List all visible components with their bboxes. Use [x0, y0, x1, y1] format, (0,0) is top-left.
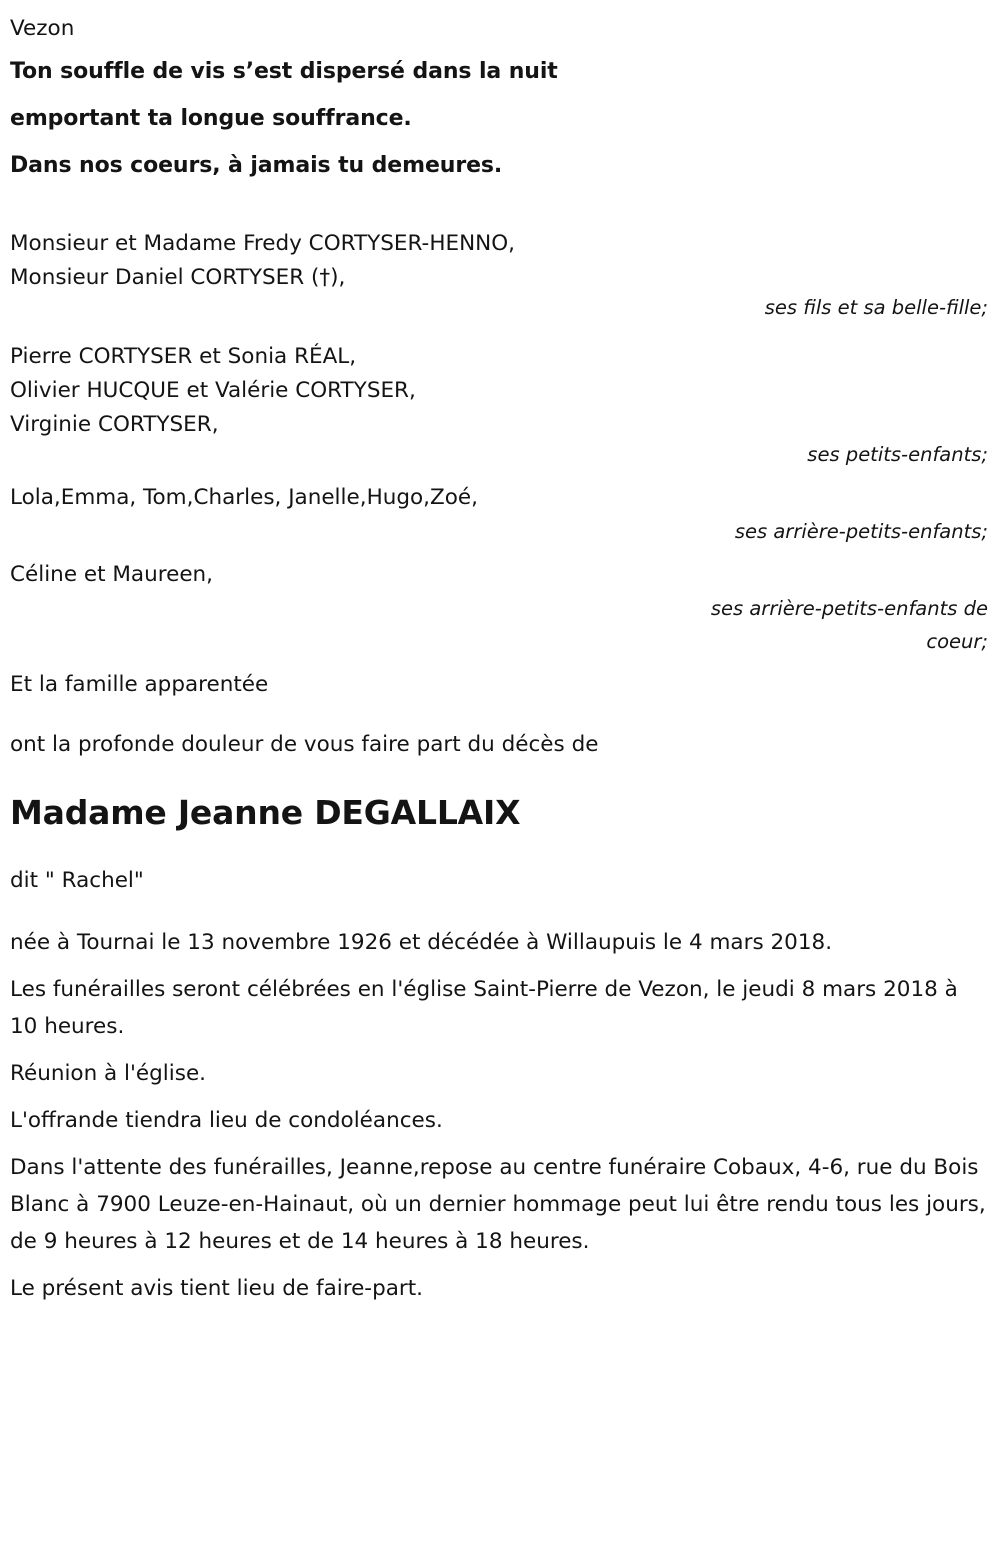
family-names: [10, 481, 988, 515]
family-group-sons: [10, 227, 988, 324]
deceased-name: Madame Jeanne DEGALLAIX: [10, 793, 521, 832]
family-name-line: Pierre CORTYSER et Sonia RÉAL,: [10, 344, 357, 369]
spacer: [10, 1139, 988, 1149]
spacer: [10, 1260, 988, 1270]
spacer: [10, 189, 988, 227]
extended-family-line: Et la famille apparentée: [10, 672, 269, 697]
deceased-nickname: dit " Rachel": [10, 868, 144, 893]
family-group-great-grandchildren: [10, 481, 988, 548]
notice-footer: Le présent avis tient lieu de faire-part.: [10, 1276, 423, 1301]
family-names: [10, 558, 988, 592]
family-group-grandchildren: [10, 340, 988, 471]
relation-label: ses arrière-petits-enfants;: [734, 520, 988, 543]
family-name-line: Monsieur et Madame Fredy CORTYSER-HENNO,: [10, 231, 515, 256]
spacer: [10, 1092, 988, 1102]
family-names: [10, 227, 988, 295]
spacer: [10, 1045, 988, 1055]
verse-line-1: Ton souffle de vis s’est dispersé dans la nuit: [10, 59, 558, 84]
family-name-line: Olivier HUCQUE et Valérie CORTYSER,: [10, 378, 416, 403]
family-names: [10, 340, 988, 442]
family-name-line: Lola,Emma, Tom,Charles, Janelle,Hugo,Zoé,: [10, 485, 478, 510]
location-text: Vezon: [10, 16, 75, 41]
relation-label: ses petits-enfants;: [807, 443, 988, 466]
spacer: [10, 702, 988, 728]
relation-label: ses arrière-petits-enfants de coeur;: [710, 597, 988, 653]
verse-line-2: emportant ta longue souffrance.: [10, 106, 412, 131]
funeral-details: Les funérailles seront célébrées en l'église Saint-Pierre de Vezon, le jeudi 8 mars 2018 à 10 heures.: [10, 977, 958, 1039]
spacer: [10, 324, 988, 340]
spacer: [10, 898, 988, 924]
spacer: [10, 471, 988, 481]
visitation-details: Dans l'attente des funérailles, Jeanne,repose au centre funéraire Cobaux, 4-6, rue du Bois Blanc à 7900 Leuze-en-Hainaut, où un dernier hommage peut lui être rendu tous les jours, de 9 heures à 12 heures et de 14 heures à 18 heures.: [10, 1155, 986, 1254]
family-name-line: Monsieur Daniel CORTYSER (†),: [10, 265, 346, 290]
family-name-line: Virginie CORTYSER,: [10, 412, 219, 437]
gathering-details: Réunion à l'église.: [10, 1061, 207, 1086]
family-group-great-grandchildren-of-heart: [10, 558, 988, 658]
relation-label: ses fils et sa belle-fille;: [764, 296, 988, 319]
spacer: [10, 838, 988, 864]
birth-death-details: née à Tournai le 13 novembre 1926 et décédée à Willaupuis le 4 mars 2018.: [10, 930, 833, 955]
spacer: [10, 548, 988, 558]
spacer: [10, 658, 988, 668]
spacer: [10, 961, 988, 971]
offering-details: L'offrande tiendra lieu de condoléances.: [10, 1108, 443, 1133]
verse-line-3: Dans nos coeurs, à jamais tu demeures.: [10, 153, 503, 178]
spacer: [10, 762, 988, 788]
announcement-text: ont la profonde douleur de vous faire part du décès de: [10, 732, 599, 757]
family-name-line: Céline et Maureen,: [10, 562, 214, 587]
